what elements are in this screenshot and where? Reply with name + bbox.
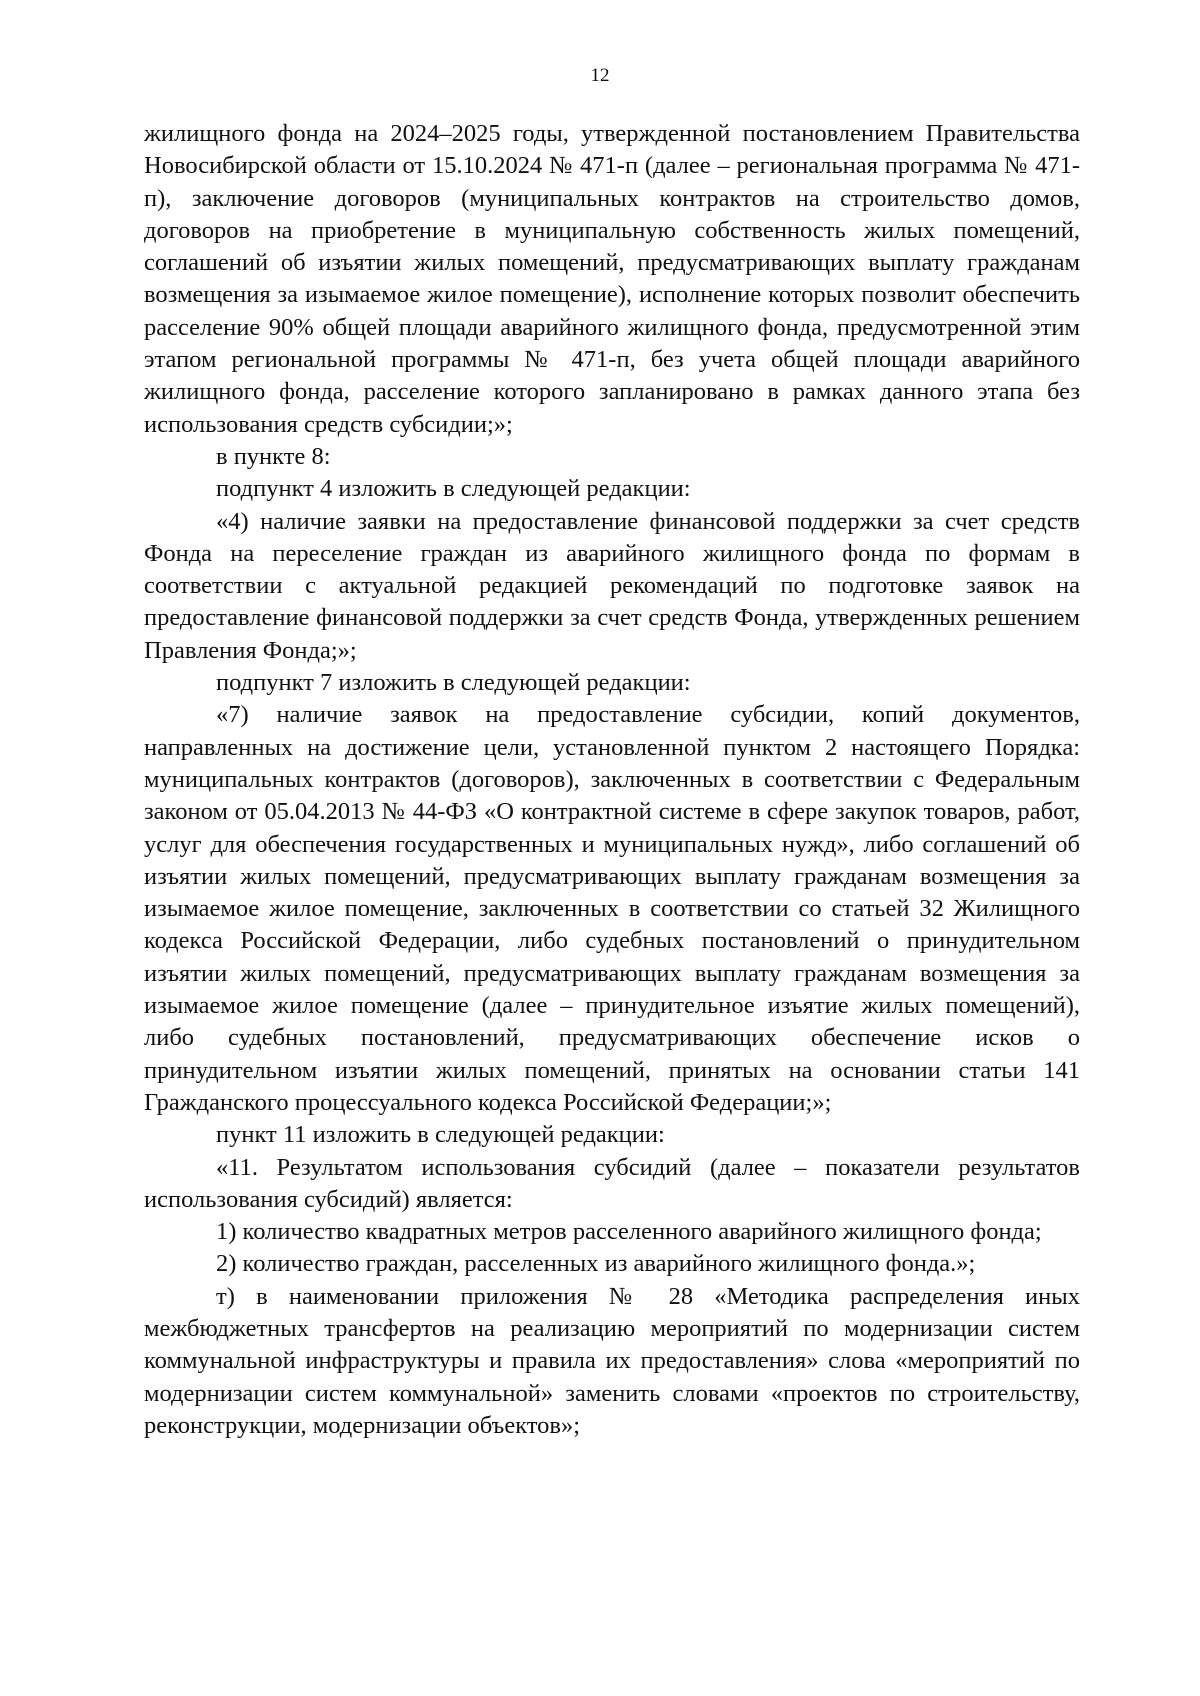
paragraph-point-8: в пункте 8:: [216, 442, 331, 470]
paragraph-subpoint-4-text: «4) наличие заявки на предоставление финансовой поддержки за счет средств Фонда на переселение граждан из аварийного жилищного фонда по формам в соответствии с актуальной редакцией рекомендаций по подготовке заявок на предоставление финансовой поддержки за счет средств Фонда, утвержденных решением Правления Фонда;»;: [144, 507, 1080, 664]
paragraph-subpoint-7-heading: подпункт 7 изложить в следующей редакции:: [216, 669, 691, 697]
paragraph-regional-program: жилищного фонда на 2024–2025 годы, утвержденной постановлением Правительства Новосибирской области от 15.10.2024 № 471-п (далее – региональная программа № 471-п), заключение договоров (муниципальных контрактов на строительство домов, договоров на приобретение в муниципальную собственность жилых помещений, соглашений об изъятии жилых помещений, предусматривающих выплату гражданам возмещения за изымаемое жилое помещение), исполнение которых позволит обеспечить расселение 90% общей площади аварийного жилищного фонда, предусмотренной этим этапом региональной программы № 471-п, без учета общей площади аварийного жилищного фонда, расселение которого запланировано в рамках данного этапа без использования средств субсидии;»;: [144, 120, 1080, 438]
paragraph-point-11-text: «11. Результатом использования субсидий (далее – показатели результатов использования субсидий) является:: [144, 1153, 1080, 1213]
paragraph-subpoint-7-text: «7) наличие заявок на предоставление субсидии, копий документов, направленных на достижение цели, установленной пунктом 2 настоящего Порядка: муниципальных контрактов (договоров), заключенных в соответствии с Федеральным законом от 05.04.2013 № 44-ФЗ «О контрактной системе в сфере закупок товаров, работ, услуг для обеспечения государственных и муниципальных нужд», либо соглашений об изъятии жилых помещений, предусматривающих выплату гражданам возмещения за изымаемое жилое помещение, заключенных в соответствии со статьей 32 Жилищного кодекса Российской Федерации, либо судебных постановлений о принудительном изъятии жилых помещений, предусматривающих выплату гражданам возмещения за изымаемое жилое помещение (далее – принудительное изъятие жилых помещений), либо судебных постановлений, предусматривающих обеспечение исков о принудительном изъятии жилых помещений, принятых на основании статьи 141 Гражданского процессуального кодекса Российской Федерации;»;: [144, 701, 1080, 1116]
list-item-indicator-1: 1) количество квадратных метров расселенного аварийного жилищного фонда;: [216, 1218, 1042, 1246]
paragraph-subpoint-4-heading: подпункт 4 изложить в следующей редакции:: [216, 475, 691, 503]
paragraph-point-11-heading: пункт 11 изложить в следующей редакции:: [216, 1121, 665, 1149]
page-number: 12: [590, 65, 610, 86]
document-body: [144, 118, 1080, 1442]
paragraph-appendix-28: т) в наименовании приложения № 28 «Методика распределения иных межбюджетных трансфертов на реализацию мероприятий по модернизации систем коммунальной инфраструктуры и правила их предоставления» слова «мероприятий по модернизации систем коммунальной» заменить словами «проектов по строительству, реконструкции, модернизации объектов»;: [144, 1282, 1080, 1439]
list-item-indicator-2: 2) количество граждан, расселенных из аварийного жилищного фонда.»;: [216, 1250, 976, 1278]
